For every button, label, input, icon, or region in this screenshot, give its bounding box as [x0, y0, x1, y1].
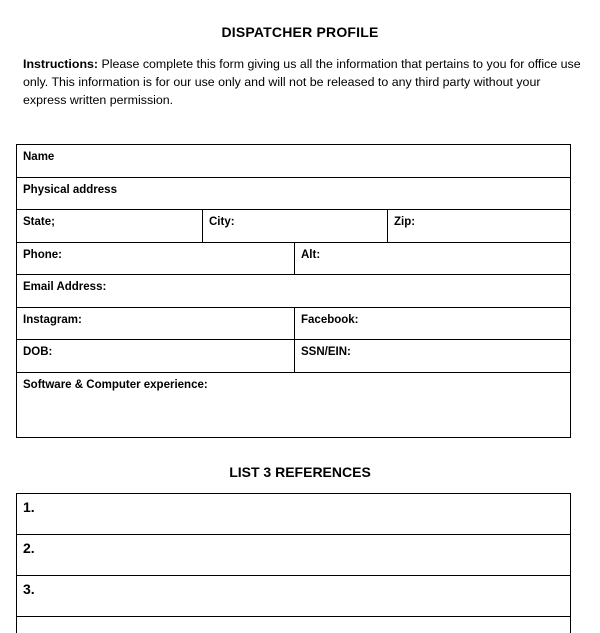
- references-title: LIST 3 REFERENCES: [229, 464, 371, 480]
- form-row-social: [17, 308, 570, 341]
- form-row-ids: [17, 340, 570, 373]
- references-table: [16, 493, 571, 633]
- form-row-location: [17, 210, 570, 243]
- physical-address-field[interactable]: Physical address: [23, 183, 117, 196]
- instagram-field[interactable]: Instagram:: [23, 313, 82, 326]
- facebook-field[interactable]: Facebook:: [294, 308, 570, 340]
- phone-field[interactable]: Phone:: [23, 248, 62, 261]
- city-field[interactable]: City:: [202, 210, 387, 242]
- form-row-address: [17, 178, 570, 211]
- form-row-email: [17, 275, 570, 308]
- instructions-paragraph: [23, 55, 583, 109]
- form-row-phone: [17, 243, 570, 276]
- form-row-software: [17, 373, 570, 437]
- ssn-ein-field[interactable]: SSN/EIN:: [294, 340, 570, 372]
- software-experience-field[interactable]: Software & Computer experience:: [23, 378, 208, 391]
- profile-form-table: [16, 144, 571, 438]
- dob-field[interactable]: DOB:: [23, 346, 53, 358]
- form-row-name: [17, 145, 570, 178]
- document-title: DISPATCHER PROFILE: [221, 24, 379, 40]
- instructions-label: Instructions:: [23, 57, 99, 71]
- instructions-text: Please complete this form giving us all the information that pertains to you for office use only. This information is for our use only and will not be released to any third party without your express written permission.: [23, 57, 581, 107]
- alt-phone-field[interactable]: Alt:: [294, 243, 570, 275]
- zip-field[interactable]: Zip:: [387, 210, 570, 242]
- reference-row-2[interactable]: 2.: [17, 535, 570, 576]
- reference-row-3[interactable]: 3.: [17, 576, 570, 617]
- name-field[interactable]: Name: [23, 151, 55, 163]
- state-field[interactable]: State;: [23, 216, 55, 228]
- reference-row-1[interactable]: 1.: [17, 494, 570, 535]
- email-field[interactable]: Email Address:: [23, 281, 107, 293]
